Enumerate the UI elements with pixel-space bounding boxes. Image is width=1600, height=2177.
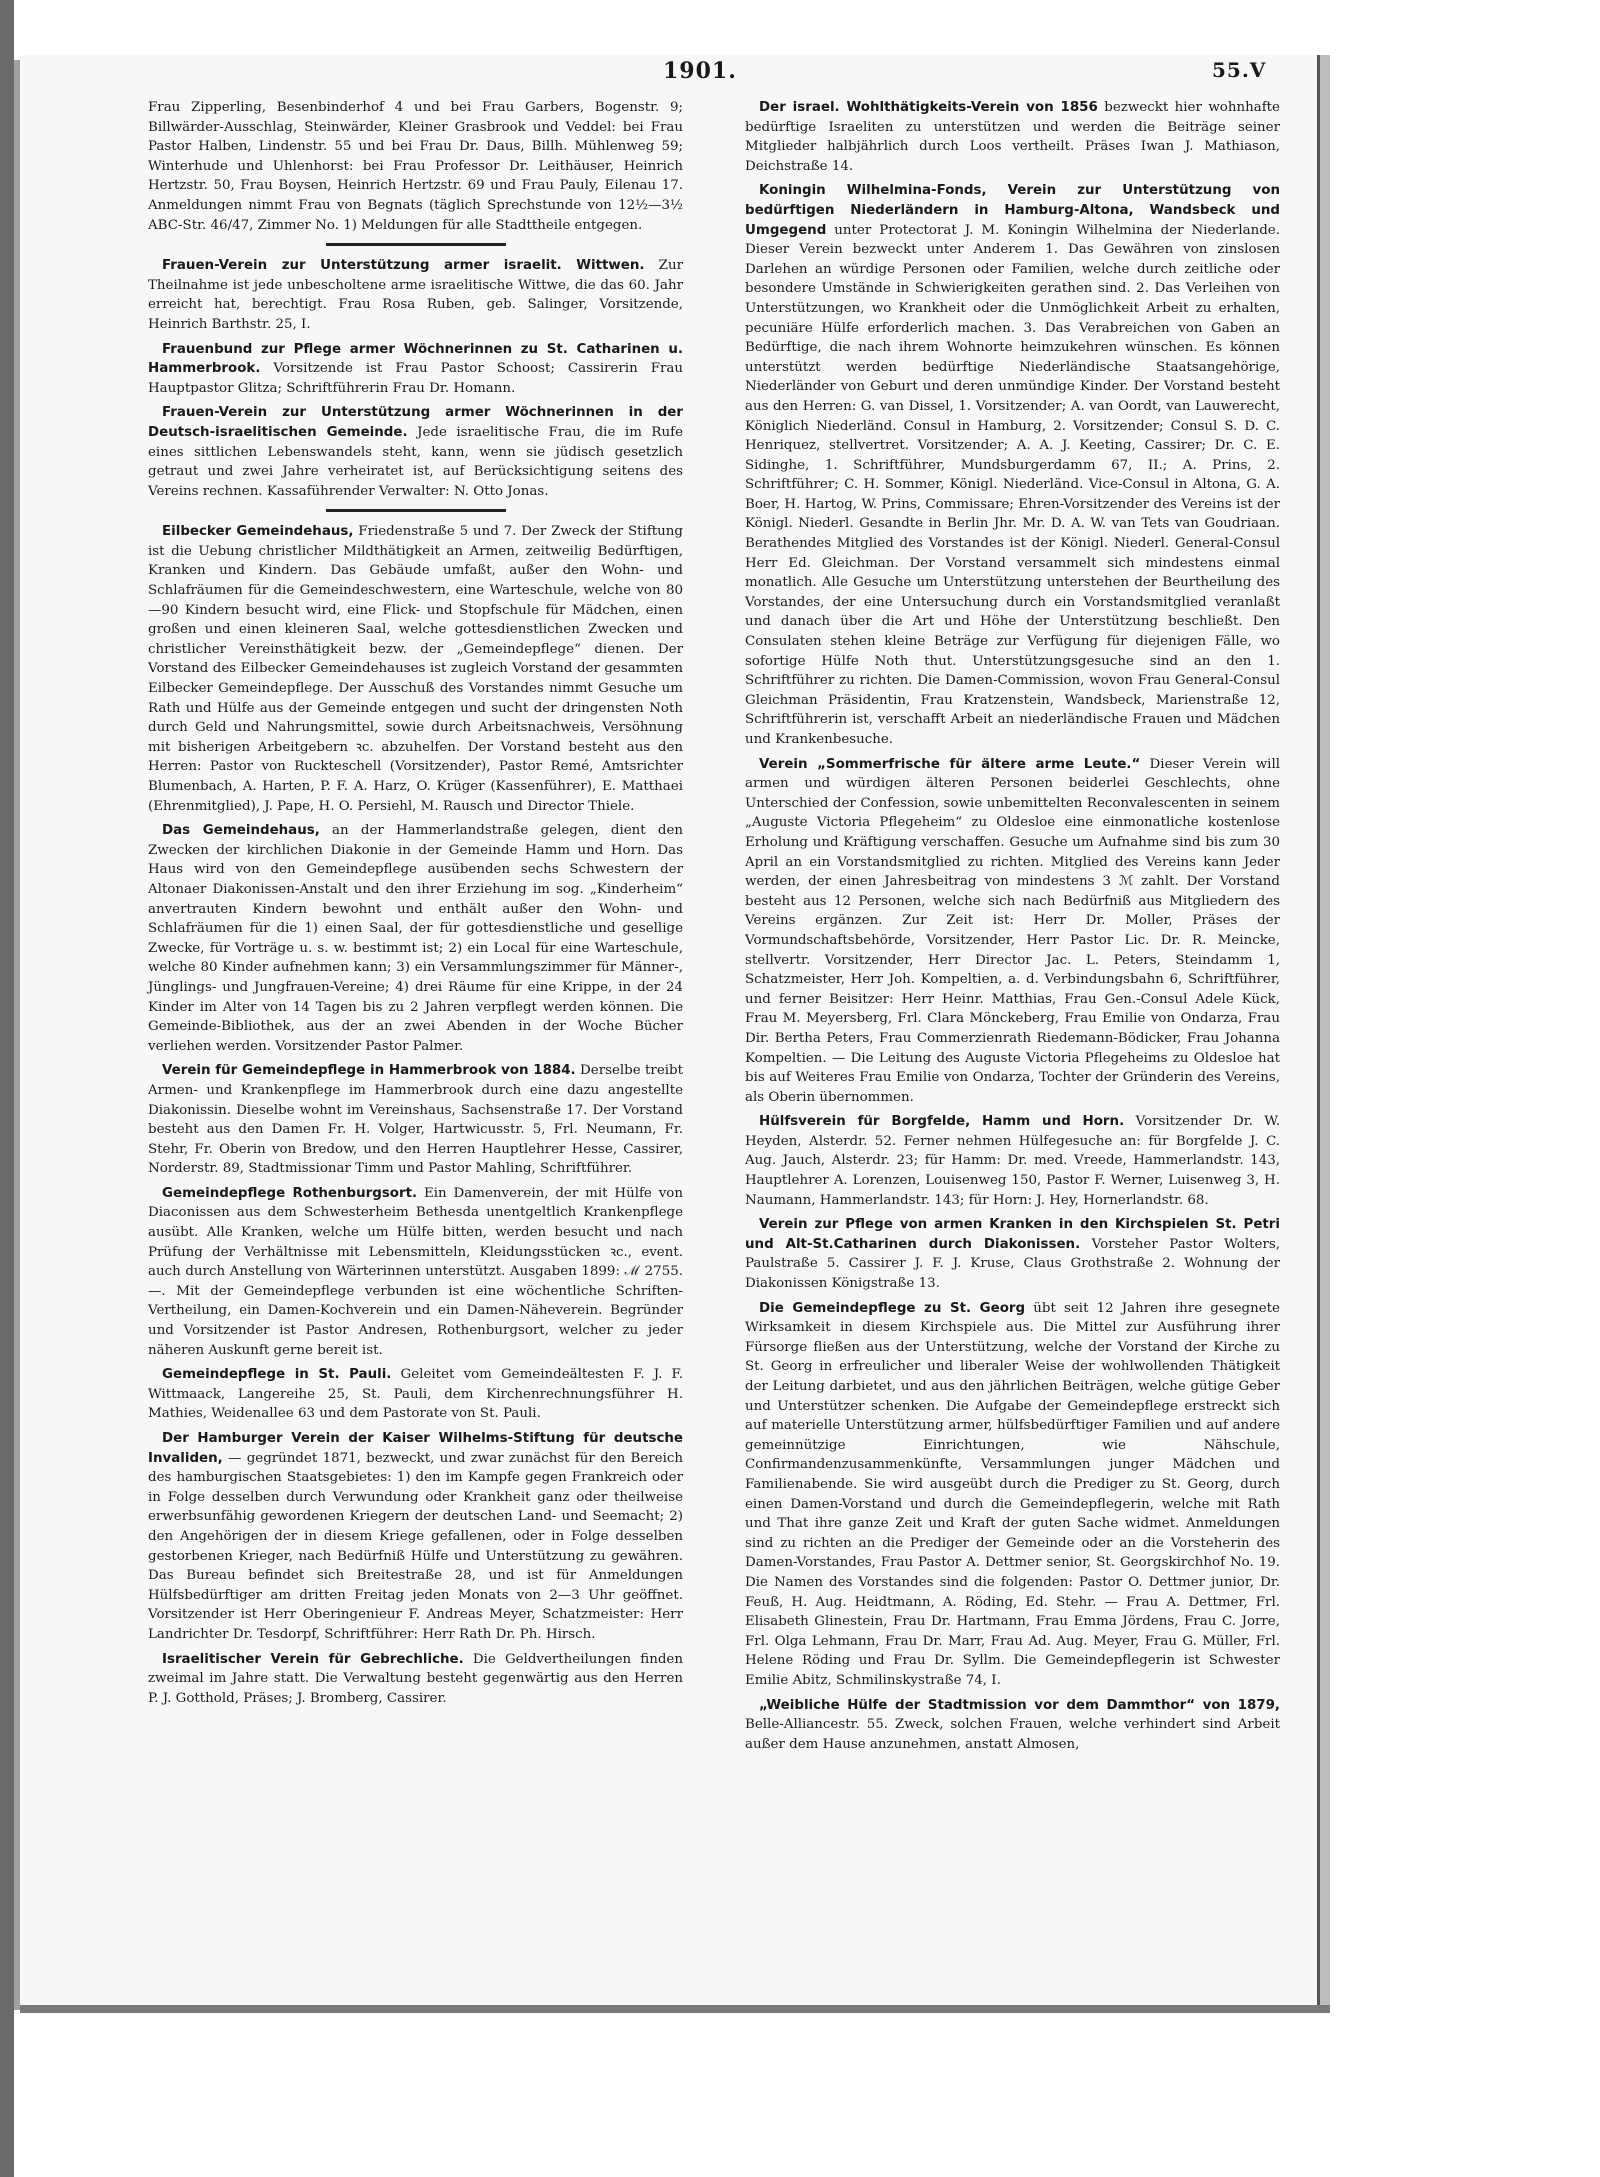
entry-text: Vorsteher Pastor Wolters, Paulstraße 5. Cassirer J. F. J. Kruse, Claus Grothstraße 2. Wohnung der Diakonissen Königstraße 13.: [745, 1236, 1280, 1292]
entry-text: an der Hammerlandstraße gelegen, dient den Zwecken der kirchlichen Diakonie in der Gemeinde Hamm und Horn. Das Haus wird von den Gemeindepflege ausübenden sechs Schwestern der Altonaer Diakonissen-Anstalt und den ihrer Erziehung im sog. „Kinderheim“ anvertrauten Kindern bewohnt und enthält außer den Wohn- und Schlafräumen für die 1) einen Saal, der für gottesdienstliche und gesellige Zwecke, für Vorträge u. s. w. bestimmt ist; 2) ein Local für eine Warteschule, welche 80 Kinder aufnehmen kann; 3) ein Versammlungszimmer für Männer-, Jünglings- und Jungfrauen-Vereine; 4) drei Räume für eine Krippe, in der 24 Kinder im Alter von 14 Tagen bis zu 2 Jahren verpflegt werden können. Die Gemeinde-Bibliothek, aus der an zwei Abenden in der Woche Bücher verliehen werden. Vorsitzender Pastor Palmer.: [148, 823, 684, 1054]
entry-text: Ein Damenverein, der mit Hülfe von Diaconissen aus dem Schwesterheim Bethesda unentgeltlich Krankenpflege ausübt. Alle Kranken, welche um Hülfe bitten, werden besucht und nach Prüfung der Verhältnisse mit Lebensmitteln, Kleidungsstücken ꝛc., event. auch durch Anstellung von Wärterinnen unterstützt. Ausgaben 1899: ℳ 2755.—. Mit der Gemeindepflege verbunden ist eine wöchentliche Schriften-Vertheilung, ein Damen-Kochverein und ein Damen-Näheverein. Begründer und Vorsitzender ist Pastor Andresen, Rothenburgsort, welcher zu jeder näheren Auskunft gerne bereit ist.: [148, 1185, 683, 1358]
entry-text: übt seit 12 Jahren ihre gesegnete Wirksamkeit in diesem Kirchspiele aus. Die Mittel zur Ausführung ihrer Fürsorge fließen aus der Unterstützung, welche der Vorstand der Kirche zu St. Georg in erfreulicher und liberaler Weise der wohlwollenden Thätigkeit der Leitung darbietet, und aus den jährlichen Beiträgen, welche gütige Geber und Unterstützer schenken. Die Aufgabe der Gemeindepflege erstreckt sich auf materielle Unterstützung armer, hülfsbedürftiger Familien und auf andere gemeinnützige Einrichtungen, wie Nähschule, Confirmandenzusammenkünfte, Versammlungen junger Mädchen und Familienabende. Sie wird ausgeübt durch die Prediger zu St. Georg, durch einen Damen-Vorstand und durch die Gemeindepflegerin, welche mit Rath und That ihre ganze Zeit und Kraft der guten Sache widmet. Anmeldungen sind zu richten an die Prediger der Gemeinde oder an die Vorsteherin des Damen-Vorstandes, Frau Pastor A. Dettmer senior, St. Georgskirchhof No. 19. Die Namen des Vorstandes sind die folgenden: Pastor O. Dettmer junior, Dr. Feuß, H. Aug. Heidtmann, A. Röding, Ed. Stehr. — Frau A. Dettmer, Frl. Elisabeth Glinestein, Frau Dr. Hartmann, Frau Emma Jördens, Frau C. Jorre, Frl. Olga Lehmann, Frau Dr. Marr, Frau Ad. Aug. Meyer, Frau G. Müller, Frl. Helene Röding und Frau Dr. Syllm. Die Gemeindepflegerin ist Schwester Emilie Abitz, Schmilinskystraße 74, I.: [745, 1300, 1280, 1688]
directory-entry: [745, 181, 1280, 749]
directory-entry: [745, 755, 1280, 1108]
right-column: [745, 98, 1280, 1759]
directory-entry: [148, 1650, 683, 1709]
entry-title: Eilbecker Gemeindehaus,: [162, 524, 354, 540]
entry-title: Hülfsverein für Borgfelde, Hamm und Horn.: [759, 1114, 1125, 1130]
directory-entry: [148, 1061, 683, 1179]
entry-text: Vorsitzender Dr. W. Heyden, Alsterdr. 52. Ferner nehmen Hülfegesuche an: für Borgfelde J. C. Aug. Jauch, Alsterdr. 23; für Hamm: Dr. med. Vreede, Hammerlandstr. 143, Hauptlehrer A. Lorenzen, Louisenweg 150, Pastor F. Werner, Luisenweg 3, H. Naumann, Hammerlandstr. 143; für Horn: J. Hey, Hornerlandstr. 68.: [745, 1114, 1280, 1208]
directory-entry: [148, 1184, 683, 1360]
directory-entry: [148, 1365, 683, 1424]
page-edge-bottom: [20, 2005, 1330, 2013]
page-edge-right: [1320, 55, 1330, 2005]
entry-title: Der israel. Wohlthätigkeits-Verein von 1856: [759, 100, 1098, 115]
entry-title: Koningin Wilhelmina-Fonds, Verein zur Unterstützung von bedürftigen Niederländern in Hamburg-Altona, Wandsbeck und Umgegend: [745, 183, 1280, 238]
entry-text: Geleitet vom Gemeindeältesten F. J. F. Wittmaack, Langereihe 25, St. Pauli, dem Kirchenrechnungsführer H. Mathies, Weidenallee 63 und dem Pastorate von St. Pauli.: [148, 1367, 683, 1422]
entry-text: Belle-Alliancestr. 55. Zweck, solchen Frauen, welche verhindert sind Arbeit außer dem Hause anzunehmen, anstatt Almosen,: [745, 1717, 1280, 1752]
entry-title: Frauen-Verein zur Unterstützung armer Wöchnerinnen in der Deutsch-israelitischen Gemeinde.: [148, 405, 683, 440]
entry-title: Frauen-Verein zur Unterstützung armer israelit. Wittwen.: [162, 258, 645, 274]
entry-title: Frauenbund zur Pflege armer Wöchnerinnen zu St. Catharinen u. Hammerbrook.: [148, 341, 683, 377]
page-number: 55.V: [1212, 58, 1267, 82]
entry-title: Israelitischer Verein für Gebrechliche.: [162, 1651, 464, 1667]
entry-title: „Weibliche Hülfe der Stadtmission vor dem Dammthor“ von 1879,: [759, 1697, 1280, 1713]
entry-text: Vorsitzende ist Frau Pastor Schoost; Cassirerin Frau Hauptpastor Glitza; Schriftführerin Frau Dr. Homann.: [148, 361, 683, 396]
entry-title: Das Gemeindehaus,: [162, 823, 320, 839]
entry-text: Friedenstraße 5 und 7. Der Zweck der Stiftung ist die Uebung christlicher Mildthätigkeit an Armen, zeitweilig Bedürftigen, Kranken und Kindern. Das Gebäude umfaßt, außer den Wohn- und Schlafräumen für die Gemeindeschwestern, eine Warteschule, welche von 80—90 Kindern besucht wird, eine Flick- und Stopfschule für Mädchen, einen großen und einen kleineren Saal, welche gottesdienstlichen Zwecken und christlicher Vereinsthätigkeit bezw. der „Gemeindepflege“ dienen. Der Vorstand des Eilbecker Gemeindehauses ist zugleich Vorstand der gesammten Eilbecker Gemeindepflege. Der Ausschuß des Vorstandes nimmt Gesuche um Rath und Hülfe aus der Gemeinde entgegen und sucht der dringensten Noth durch Geld und Nahrungsmittel, sowie durch Arbeitsnachweis, Versöhnung mit bisherigen Arbeitgebern ꝛc. abzuhelfen. Der Vorstand besteht aus den Herren: Pastor von Ruckteschell (Vorsitzender), Pastor Remé, Amtsrichter Blumenbach, A. Harten, P. F. A. Harz, O. Krüger (Kassenführer), E. Matthaei (Ehrenmitglied), J. Pape, H. O. Persiehl, M. Rausch und Director Thiele.: [148, 524, 683, 814]
directory-entry: [148, 403, 683, 501]
entry-text: Die Geldvertheilungen finden zweimal im Jahre statt. Die Verwaltung besteht gegenwärtig aus den Herren P. J. Gotthold, Präses; J. Bromberg, Cassirer.: [148, 1651, 683, 1706]
directory-entry: [745, 1696, 1280, 1755]
entry-text: bezweckt hier wohnhafte bedürftige Israeliten zu unterstützen und werden die Beiträge seiner Mitglieder halbjährlich durch Loos vertheilt. Präses Iwan J. Mathiason, Deichstraße 14.: [745, 100, 1280, 174]
section-divider: [326, 509, 506, 512]
left-column: [148, 98, 683, 1713]
directory-entry: [745, 1299, 1280, 1691]
directory-entry: [148, 522, 683, 816]
directory-entry: [148, 98, 683, 235]
entry-text: unter Protectorat J. M. Koningin Wilhelmina der Niederlande. Dieser Verein bezweckt unter Anderem 1. Das Gewähren von zinslosen Darlehen an würdige Personen oder Familien, welche durch zeitliche oder besondere Umstände in Schwierigkeiten gerathen sind. 2. Das Verleihen von Unterstützungen, wo Krankheit oder die Unmöglichkeit Arbeit zu erhalten, pecuniäre Hülfe erforderlich machen. 3. Das Verabreichen von Gaben an Bedürftige, die nach ihrem Wohnorte heimzukehren wünschen. Es können unterstützt werden bedürftige Niederländische Staatsangehörige, Niederländer von Geburt und deren unmündige Kinder. Der Vorstand besteht aus den Herren: G. van Dissel, 1. Vorsitzender; A. van Oordt, van Lauwerecht, Königlich Niederländ. Consul in Hamburg, 2. Vorsitzender; Consul S. D. C. Henriquez, stellvertret. Vorsitzender; A. A. J. Keeting, Cassirer; Dr. C. E. Sidinghe, 1. Schriftführer, Mundsburgerdamm 67, II.; A. Prins, 2. Schriftführer; C. H. Sommer, Königl. Niederländ. Vice-Consul in Altona, G. A. Boer, H. Hartog, W. Prins, Commissare; Ehren-Vorsitzender des Vereins ist der Königl. Niederl. Gesandte in Berlin Jhr. Mr. D. A. W. van Tets van Goudriaan. Berathendes Mitglied des Vorstandes ist der Königl. Niederl. General-Consul Herr Ed. Gleichman. Der Vorstand versammelt sich mindestens einmal monatlich. Alle Gesuche um Unterstützung unterstehen der Beurtheilung des Vorstandes, der eine Untersuchung durch ein Vorstandsmitglied veranlaßt und danach über die Art und Höhe der Unterstützung beschließt. Den Consulaten stehen kleine Beträge zur Verfügung für diejenigen Fälle, wo sofortige Hülfe Noth thut. Unterstützungsgesuche sind an den 1. Schriftführer zu richten. Die Damen-Commission, wovon Frau General-Consul Gleichman Präsidentin, Frau Kratzenstein, Wandsbeck, Marienstraße 12, Schriftführerin ist, verschafft Arbeit an niederländische Frauen und Mädchen und Krankenbesuche.: [745, 222, 1280, 747]
directory-entry: [148, 256, 683, 334]
entry-text: Frau Zipperling, Besenbinderhof 4 und bei Frau Garbers, Bogenstr. 9; Billwärder-Ausschlag, Steinwärder, Kleiner Grasbrook und Veddel: bei Frau Pastor Halben, Lindenstr. 55 und bei Frau Dr. Daus, Billh. Mühlenweg 59; Winterhude und Uhlenhorst: bei Frau Professor Dr. Leithäuser, Heinrich Hertzstr. 50, Frau Boysen, Heinrich Hertzstr. 69 und Frau Pauly, Eilenau 17. Anmeldungen nimmt Frau von Begnats (täglich Sprechstunde von 12½—3½ ABC-Str. 46/47, Zimmer No. 1) Meldungen für alle Stadttheile entgegen.: [148, 100, 683, 233]
directory-entry: [745, 1112, 1280, 1210]
entry-title: Verein zur Pflege von armen Kranken in den Kirchspielen St. Petri und Alt-St.Catharinen durch Diakonissen.: [745, 1217, 1280, 1252]
entry-title: Gemeindepflege in St. Pauli.: [162, 1367, 392, 1383]
entry-title: Verein für Gemeindepflege in Hammerbrook von 1884.: [162, 1063, 576, 1079]
directory-entry: [148, 1429, 683, 1645]
entry-text: Jede israelitische Frau, die im Rufe eines sittlichen Lebenswandels steht, kann, wenn sie jüdisch gesetzlich getraut und zwei Jahre verheiratet ist, auf Berücksichtigung seitens des Vereins rechnen. Kassaführender Verwalter: N. Otto Jonas.: [148, 424, 683, 499]
directory-entry: [148, 821, 683, 1056]
section-divider: [326, 243, 506, 246]
directory-entry: [745, 1215, 1280, 1293]
entry-title: Die Gemeindepflege zu St. Georg: [759, 1300, 1026, 1316]
directory-entry: [745, 98, 1280, 176]
entry-text: Dieser Verein will armen und würdigen älteren Personen beiderlei Geschlechts, ohne Unterschied der Confession, sowie unbemittelten Reconvalescenten in seinem „Auguste Victoria Pflegeheim“ zu Oldesloe eine einmonatliche kostenlose Erholung und Kräftigung verschaffen. Gesuche um Aufnahme sind bis zum 30 April an ein Vorstandsmitglied zu richten. Mitglied des Vereins kann Jeder werden, der einen Jahresbeitrag von mindestens 3 ℳ zahlt. Der Vorstand besteht aus 12 Personen, welche sich nach Bedürfniß aus Mitgliedern des Vereins ergänzen. Zur Zeit ist: Herr Dr. Moller, Präses der Vormundschaftsbehörde, Vorsitzender, Herr Pastor Lic. Dr. R. Meincke, stellvertr. Vorsitzender, Herr Director Jac. L. Peters, Steindamm 1, Schatzmeister, Herr Joh. Kompeltien, a. d. Verbindungsbahn 6, Schriftführer, und ferner Beisitzer: Herr Heinr. Matthias, Frau Gen.-Consul Adele Kück, Frau M. Meyersberg, Frl. Clara Mönckeberg, Frau Emilie von Ondarza, Frau Dir. Bertha Peters, Frau Commerzienrath Riedemann-Bödicker, Frau Johanna Kompeltien. — Die Leitung des Auguste Victoria Pflegeheims zu Oldesloe hat bis auf Weiteres Frau Emilie von Ondarza, Tochter der Gründerin des Vereins, als Oberin übernommen.: [745, 756, 1281, 1105]
entry-title: Der Hamburger Verein der Kaiser Wilhelms-Stiftung für deutsche Invaliden,: [148, 1431, 683, 1466]
page-year: 1901.: [663, 58, 737, 84]
binding-shadow: [0, 0, 14, 2177]
entry-text: — gegründet 1871, bezweckt, und zwar zunächst für den Bereich des hamburgischen Staatsgebietes: 1) den im Kampfe gegen Frankreich oder in Folge desselben durch Verwundung oder Krankheit ganz oder theilweise erwerbsunfähig gewordenen Kriegern der deutschen Land- und Seemacht; 2) den Angehörigen der in diesem Kriege gefallenen, oder in Folge desselben gestorbenen Krieger, nach Bedürfniß Hülfe und Unterstützung zu gewähren. Das Bureau befindet sich Breitestraße 28, und ist für Anmeldungen Hülfsbedürftiger am dritten Freitag jeden Monats von 2—3 Uhr geöffnet. Vorsitzender ist Herr Oberingenieur F. Andreas Meyer, Schatzmeister: Herr Landrichter Dr. Tesdorpf, Schriftführer: Herr Rath Dr. Ph. Hirsch.: [148, 1450, 683, 1642]
entry-text: Zur Theilnahme ist jede unbescholtene arme israelitische Wittwe, die das 60. Jahr erreicht hat, berechtigt. Frau Rosa Ruben, geb. Salinger, Vorsitzende, Heinrich Barthstr. 25, I.: [148, 258, 683, 332]
entry-title: Gemeindepflege Rothenburgsort.: [162, 1185, 418, 1201]
directory-entry: [148, 340, 683, 399]
entry-title: Verein „Sommerfrische für ältere arme Leute.“: [759, 756, 1141, 772]
entry-text: Derselbe treibt Armen- und Krankenpflege im Hammerbrook durch eine dazu angestellte Diakonissin. Dieselbe wohnt im Vereinshaus, Sachsenstraße 17. Der Vorstand besteht aus den Damen Fr. H. Volger, Hartwicusstr. 5, Frl. Neumann, Fr. Stehr, Fr. Oberin von Bredow, und den Herren Hauptlehrer Hesse, Cassirer, Norderstr. 89, Stadtmissionar Timm und Pastor Mahling, Schriftführer.: [148, 1063, 683, 1177]
